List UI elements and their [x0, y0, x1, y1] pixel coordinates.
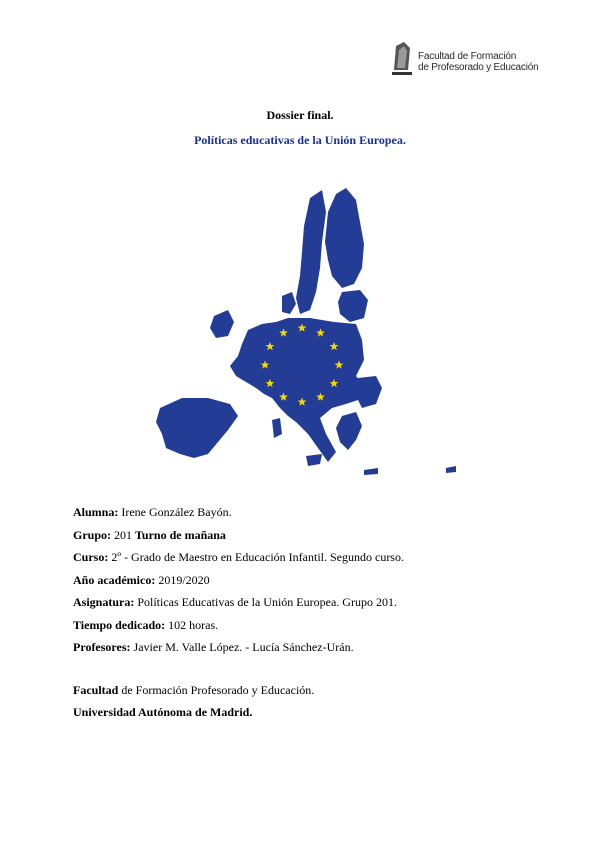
map-crete — [364, 468, 378, 475]
logo-line-2: de Profesorado y Educación — [418, 62, 539, 73]
eu-map-image — [150, 172, 460, 492]
map-cyprus — [446, 466, 456, 473]
eu-countries — [156, 188, 456, 475]
map-iberia — [156, 398, 238, 458]
info-asignatura: Asignatura: Políticas Educativas de la Unión Europea. Grupo 201. — [73, 595, 397, 609]
student-info-block — [73, 504, 543, 727]
faculty-logo-text — [418, 51, 538, 73]
info-profesores: Profesores: Javier M. Valle López. - Lucía Sánchez-Urán. — [73, 640, 354, 654]
document-title: Dossier final. — [266, 108, 334, 122]
map-ireland — [210, 310, 234, 338]
info-curso: Curso: 2º - Grado de Maestro en Educación Infantil. Segundo curso. — [73, 550, 404, 564]
map-baltics — [338, 290, 368, 322]
info-anio: Año académico: 2019/2020 — [73, 572, 210, 587]
map-finland — [325, 188, 364, 288]
map-greece — [336, 412, 362, 450]
map-sardinia — [272, 418, 282, 438]
faculty-logo — [390, 40, 540, 80]
document-subtitle: Políticas educativas de la Unión Europea. — [194, 133, 406, 147]
faculty-emblem-icon — [390, 40, 414, 76]
info-grupo: Grupo: 201 Turno de mañana — [73, 527, 226, 542]
map-sicily — [306, 454, 322, 466]
map-romania-bulgaria — [356, 376, 382, 408]
map-sweden — [296, 190, 326, 314]
info-universidad: Universidad Autónoma de Madrid. — [73, 705, 253, 719]
info-alumna: Alumna: Irene González Bayón. — [73, 505, 232, 519]
info-tiempo: Tiempo dedicado: 102 horas. — [73, 617, 219, 632]
map-denmark — [282, 292, 296, 314]
info-facultad: Facultad de Formación Profesorado y Educación. — [73, 682, 315, 697]
logo-line-1: Facultad de Formación — [418, 51, 517, 62]
